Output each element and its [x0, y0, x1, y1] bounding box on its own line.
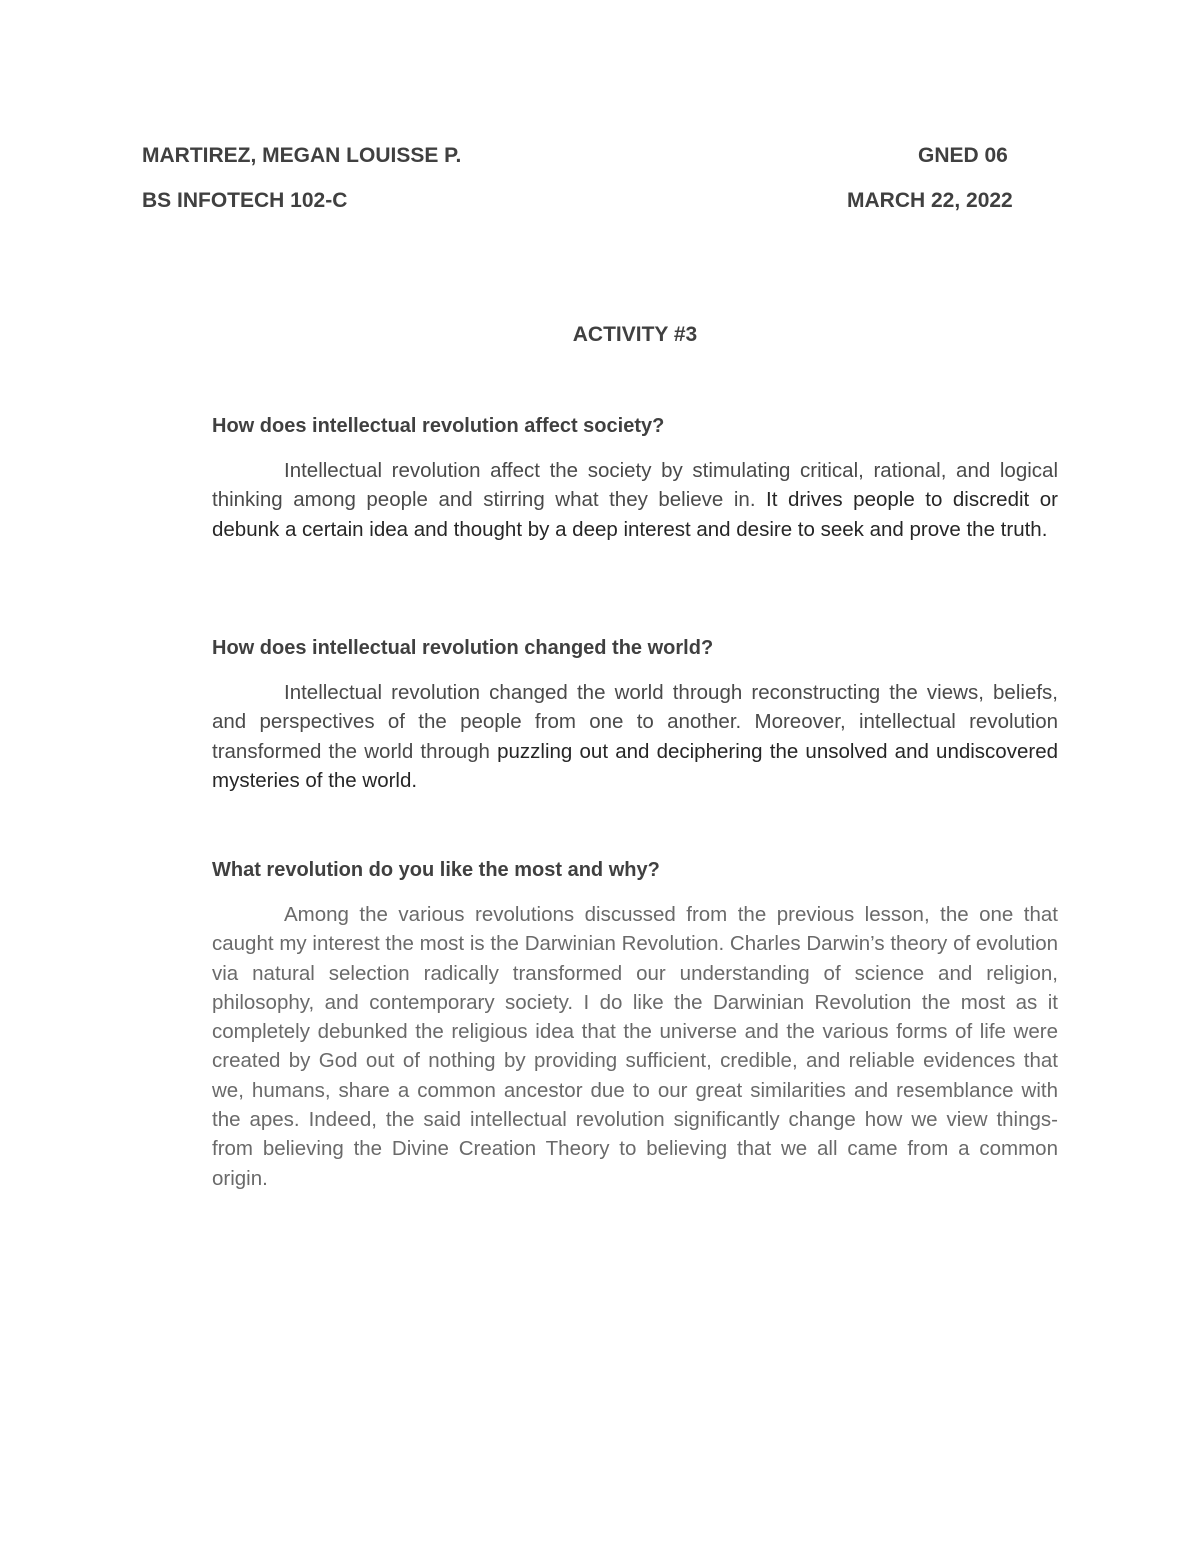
answer-paragraph	[212, 456, 1058, 544]
question-heading: How does intellectual revolution changed the world?	[212, 637, 714, 659]
answer-text: puzzling out and deciphering the unsolved and undiscovered mysteries of the world.	[212, 739, 1058, 792]
program-section: BS INFOTECH 102-C	[142, 189, 348, 212]
activity-title: ACTIVITY #3	[572, 323, 698, 346]
answer-paragraph	[212, 678, 1058, 795]
section-2	[212, 635, 1058, 795]
answer-paragraph: Among the various revolutions discussed from the previous lesson, the one that caught my interest the most is the Darwinian Revolution. Charles Darwin’s theory of evolution via natural selection radically transformed our understanding of science and religion, philosophy, and contemporary society. I do like the Darwinian Revolution the most as it completely debunked the religious idea that the universe and the various forms of life were created by God out of nothing by providing sufficient, credible, and reliable evidences that we, humans, share a common ancestor due to our great similarities and resemblance with the apes. Indeed, the said intellectual revolution significantly change how we view things- from believing the Divine Creation Theory to believing that we all came from a common origin.	[212, 903, 1058, 1190]
section-1	[212, 413, 1058, 544]
question-heading: What revolution do you like the most and why?	[212, 859, 660, 881]
section-3	[212, 857, 1058, 1193]
answer-text: Intellectual revolution affect the society by stimulating critical, rational, and logical thinking among people and stirring what they believe in.	[212, 459, 1058, 512]
submission-date: MARCH 22, 2022	[847, 189, 1013, 212]
course-code: GNED 06	[918, 144, 1008, 167]
question-heading: How does intellectual revolution affect society?	[212, 415, 665, 437]
student-name: MARTIREZ, MEGAN LOUISSE P.	[142, 144, 462, 167]
answer-text: It drives people to discredit or debunk a certain idea and thought by a deep interest and desire to seek and prove the truth.	[212, 488, 1058, 541]
answer-text: Intellectual revolution changed the world through reconstructing the views, beliefs, and perspectives of the people from one to another. Moreover, intellectual revolution transformed the world through	[212, 681, 1058, 763]
